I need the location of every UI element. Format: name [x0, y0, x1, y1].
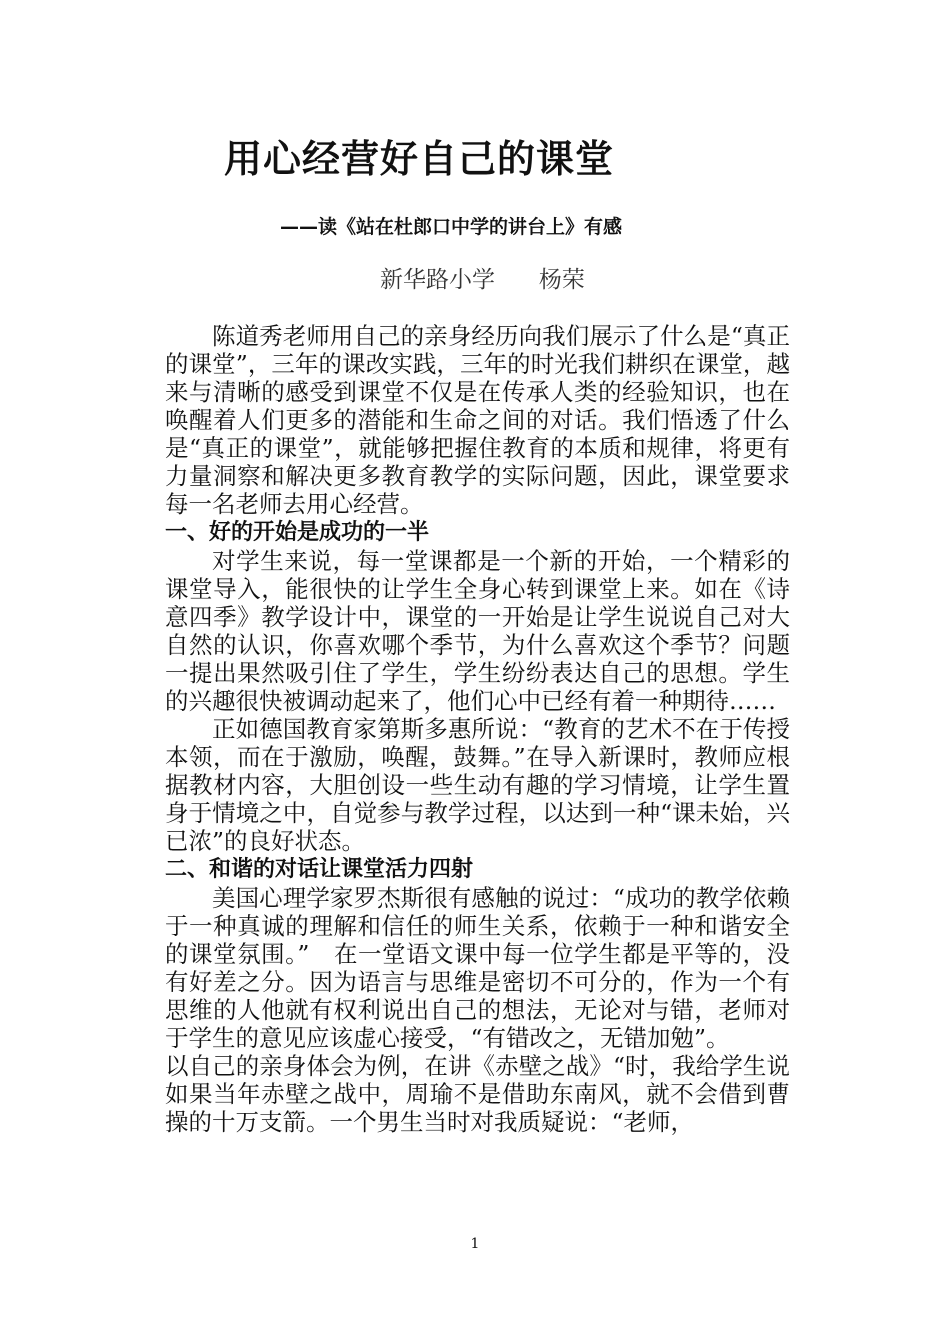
section-heading-2: 二、和谐的对话让课堂活力四射 — [165, 857, 474, 882]
author-line: 新华路小学 杨荣 — [380, 267, 585, 293]
page-number: 1 — [470, 1236, 480, 1252]
section2-paragraph-2: 以自己的亲身体会为例，在讲《赤壁之战》“时，我给学生说如果当年赤壁之战中，周瑜不是借助东南风，就不会借到曹操的十万支箭。一个男生当时对我质疑说：“老师， — [165, 1052, 790, 1136]
intro-paragraph: 陈道秀老师用自己的亲身经历向我们展示了什么是“真正的课堂”，三年的课改实践，三年的时光我们耕织在课堂，越来与清晰的感受到课堂不仅是在传承人类的经验知识，也在唤醒着人们更多的潜能和生命之间的对话。我们悟透了什么是“真正的课堂”，就能够把握住教育的本质和规律，将更有力量洞察和解决更多教育教学的实际问题，因此，课堂要求每一名老师去用心经营。 — [165, 322, 790, 518]
document-body — [165, 322, 790, 1136]
section2-paragraph-1: 美国心理学家罗杰斯很有感触的说过：“成功的教学依赖于一种真诚的理解和信任的师生关系，依赖于一种和谐安全的课堂氛围。” 在一堂语文课中每一位学生都是平等的，没有好差之分。因为语言与思维是密切不可分的，作为一个有思维的人他就有权利说出自己的想法，无论对与错，老师对于学生的意见应该虚心接受，“有错改之，无错加勉”。 — [165, 884, 790, 1052]
section-heading-1: 一、好的开始是成功的一半 — [165, 520, 430, 545]
section1-paragraph-1: 对学生来说，每一堂课都是一个新的开始，一个精彩的课堂导入，能很快的让学生全身心转到课堂上来。如在《诗意四季》教学设计中，课堂的一开始是让学生说说自己对大自然的认识，你喜欢哪个季节，为什么喜欢这个季节？问题一提出果然吸引住了学生，学生纷纷表达自己的思想。学生的兴趣很快被调动起来了，他们心中已经有着一种期待…… — [165, 547, 790, 715]
document-subtitle: ——读《站在杜郎口中学的讲台上》有感 — [280, 216, 623, 238]
document-title: 用心经营好自己的课堂 — [224, 137, 615, 181]
section1-paragraph-2: 正如德国教育家第斯多惠所说：“教育的艺术不在于传授本领，而在于激励，唤醒，鼓舞。”在导入新课时，教师应根据教材内容，大胆创设一些生动有趣的学习情境，让学生置身于情境之中，自觉参与教学过程，以达到一种“课未始，兴已浓”的良好状态。 — [165, 715, 790, 855]
